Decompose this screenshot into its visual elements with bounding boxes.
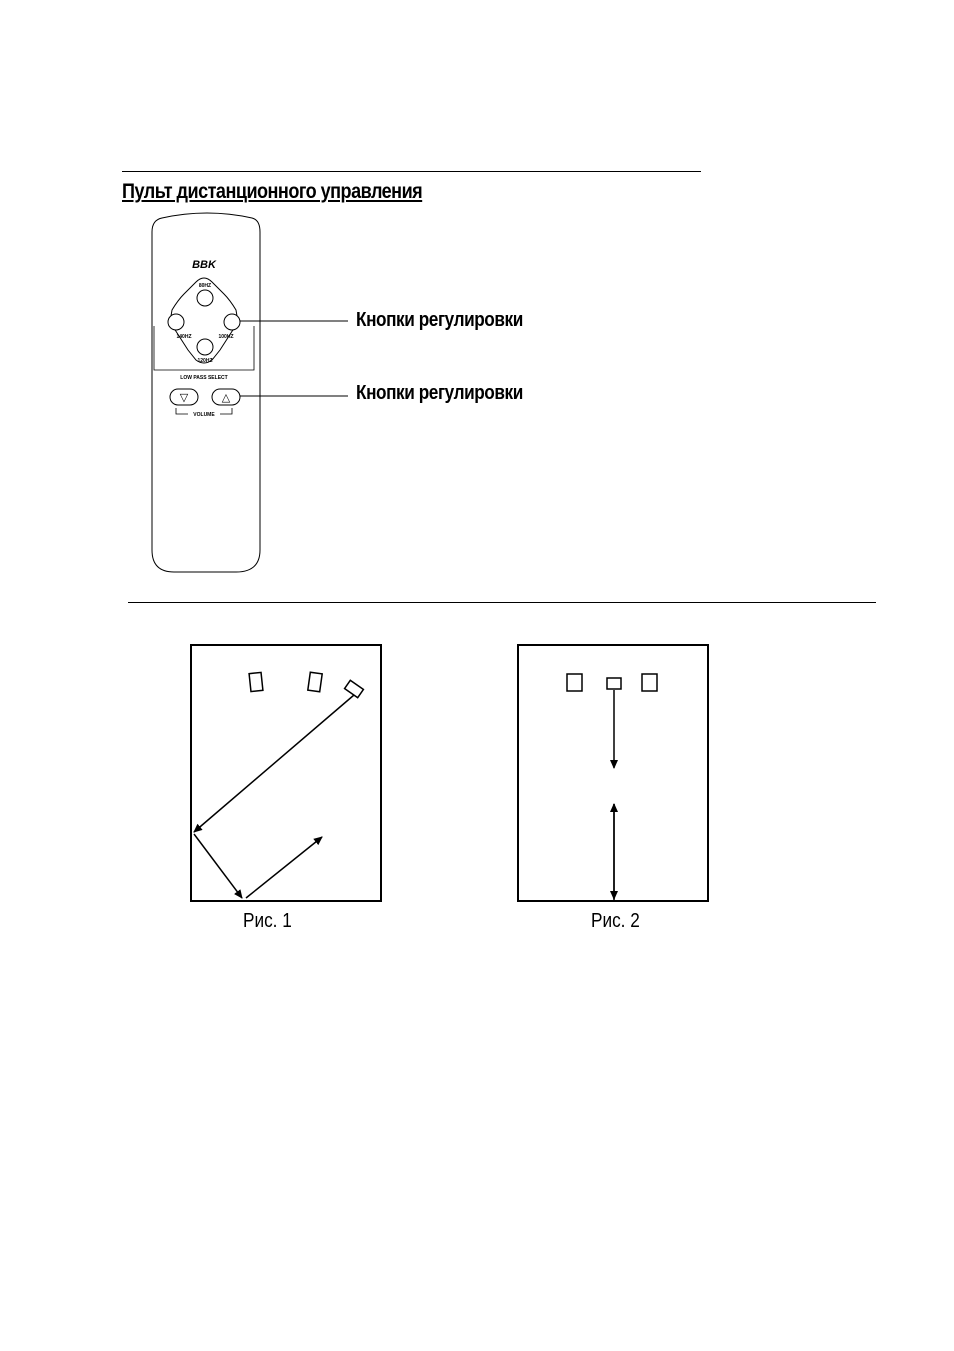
label-140hz: 140HZ — [176, 334, 192, 340]
section-heading: Пульт дистанционного управления — [122, 180, 423, 203]
volume-up-icon: △ — [221, 391, 231, 404]
speaker-right-2 — [642, 674, 657, 691]
low-pass-select-label: LOW PASS SELECT — [180, 375, 228, 381]
lowpass-callout: Кнопки регулировки — [356, 309, 523, 331]
speaker-left-2 — [567, 674, 582, 691]
volume-callout: Кнопки регулировки — [356, 382, 523, 404]
speaker-left — [249, 672, 263, 691]
figure-2-caption: Рис. 2 — [591, 910, 640, 932]
brand-logo: BBK — [192, 259, 216, 271]
label-100hz: 100HZ — [218, 334, 234, 340]
figure-1-caption: Рис. 1 — [243, 910, 292, 932]
volume-down-icon: ▽ — [179, 391, 189, 404]
speaker-center — [308, 672, 322, 691]
label-120hz: 120HZ — [197, 358, 213, 364]
speaker-center-2 — [607, 678, 621, 689]
volume-label: VOLUME — [193, 412, 215, 418]
label-80hz: 80HZ — [198, 283, 212, 289]
